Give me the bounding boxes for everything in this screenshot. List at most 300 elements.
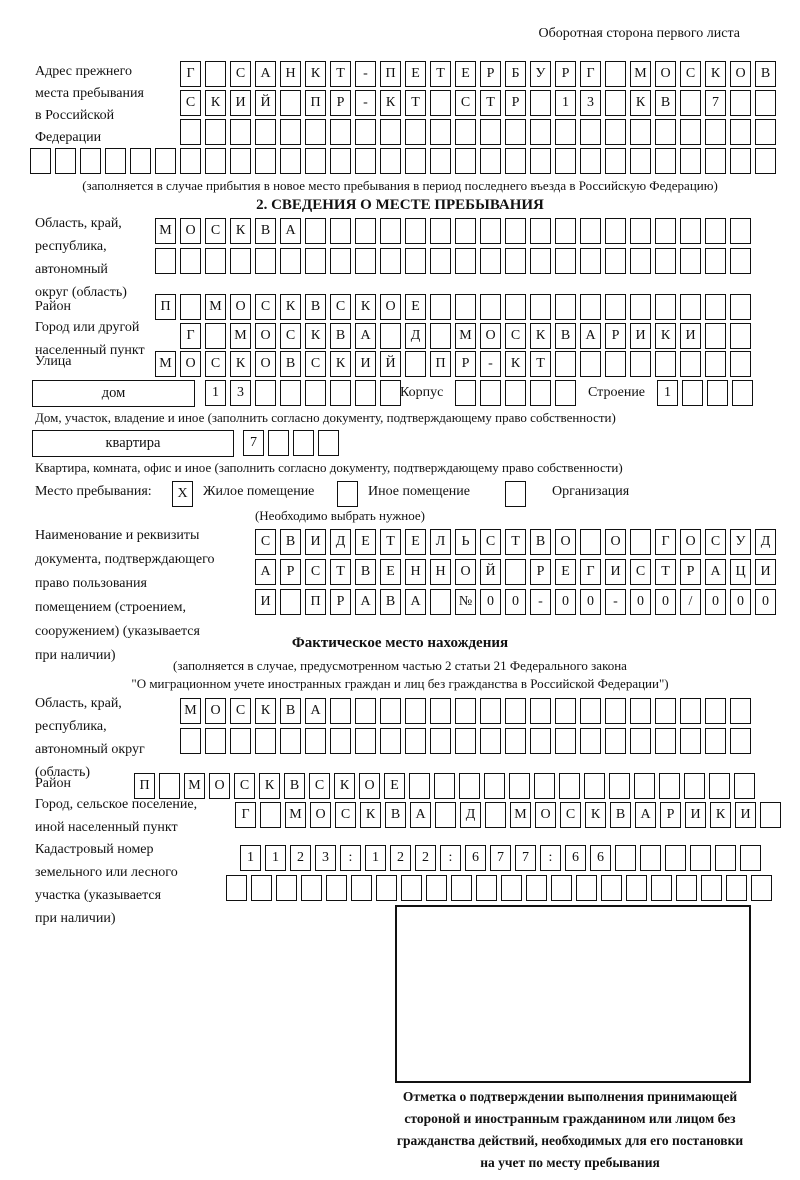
char-box[interactable]: Т bbox=[380, 529, 401, 555]
char-box[interactable]: С bbox=[180, 90, 201, 116]
char-box[interactable] bbox=[330, 148, 351, 174]
char-box[interactable] bbox=[480, 248, 501, 274]
char-box[interactable]: П bbox=[134, 773, 155, 799]
char-box[interactable] bbox=[555, 119, 576, 145]
char-box[interactable] bbox=[630, 351, 651, 377]
char-box[interactable] bbox=[551, 875, 572, 901]
char-box[interactable] bbox=[755, 148, 776, 174]
char-box[interactable]: С bbox=[505, 323, 526, 349]
char-box[interactable] bbox=[55, 148, 76, 174]
char-box[interactable] bbox=[634, 773, 655, 799]
char-box[interactable]: Й bbox=[380, 351, 401, 377]
char-box[interactable]: О bbox=[255, 351, 276, 377]
char-box[interactable]: Н bbox=[430, 559, 451, 585]
char-box[interactable]: 0 bbox=[480, 589, 501, 615]
char-box[interactable]: А bbox=[255, 559, 276, 585]
actual-region-boxes-row2[interactable] bbox=[180, 728, 751, 754]
char-box[interactable] bbox=[655, 248, 676, 274]
char-box[interactable] bbox=[509, 773, 530, 799]
char-box[interactable] bbox=[401, 875, 422, 901]
char-box[interactable]: М bbox=[155, 351, 176, 377]
char-box[interactable]: А bbox=[255, 61, 276, 87]
char-box[interactable]: К bbox=[205, 90, 226, 116]
char-box[interactable]: В bbox=[355, 559, 376, 585]
char-box[interactable]: Т bbox=[505, 529, 526, 555]
char-box[interactable] bbox=[665, 845, 686, 871]
char-box[interactable] bbox=[651, 875, 672, 901]
char-box[interactable] bbox=[505, 294, 526, 320]
char-box[interactable]: К bbox=[230, 351, 251, 377]
char-box[interactable]: В bbox=[530, 529, 551, 555]
char-box[interactable]: С bbox=[305, 351, 326, 377]
prev-address-boxes-row2[interactable] bbox=[180, 90, 776, 116]
char-box[interactable] bbox=[640, 845, 661, 871]
char-box[interactable] bbox=[405, 119, 426, 145]
char-box[interactable] bbox=[305, 148, 326, 174]
char-box[interactable] bbox=[230, 248, 251, 274]
char-box[interactable]: М bbox=[510, 802, 531, 828]
char-box[interactable] bbox=[405, 351, 426, 377]
char-box[interactable] bbox=[430, 148, 451, 174]
char-box[interactable] bbox=[584, 773, 605, 799]
char-box[interactable] bbox=[580, 148, 601, 174]
char-box[interactable] bbox=[434, 773, 455, 799]
char-box[interactable] bbox=[484, 773, 505, 799]
char-box[interactable] bbox=[605, 351, 626, 377]
char-box[interactable] bbox=[480, 698, 501, 724]
cadastre-boxes-row2[interactable] bbox=[226, 875, 772, 901]
char-box[interactable] bbox=[680, 294, 701, 320]
char-box[interactable] bbox=[280, 90, 301, 116]
char-box[interactable]: К bbox=[585, 802, 606, 828]
char-box[interactable]: С bbox=[630, 559, 651, 585]
char-box[interactable] bbox=[684, 773, 705, 799]
char-box[interactable] bbox=[255, 248, 276, 274]
char-box[interactable] bbox=[732, 380, 753, 406]
char-box[interactable] bbox=[555, 218, 576, 244]
char-box[interactable] bbox=[615, 845, 636, 871]
char-box[interactable]: 6 bbox=[465, 845, 486, 871]
doc-boxes-row1[interactable] bbox=[255, 529, 776, 555]
char-box[interactable] bbox=[530, 119, 551, 145]
char-box[interactable]: 7 bbox=[490, 845, 511, 871]
char-box[interactable] bbox=[180, 148, 201, 174]
char-box[interactable]: Р bbox=[330, 589, 351, 615]
char-box[interactable]: С bbox=[255, 529, 276, 555]
char-box[interactable] bbox=[576, 875, 597, 901]
char-box[interactable]: И bbox=[355, 351, 376, 377]
char-box[interactable]: О bbox=[605, 529, 626, 555]
char-box[interactable] bbox=[159, 773, 180, 799]
char-box[interactable]: 0 bbox=[755, 589, 776, 615]
char-box[interactable]: № bbox=[455, 589, 476, 615]
flat-boxes[interactable] bbox=[243, 430, 339, 456]
char-box[interactable] bbox=[351, 875, 372, 901]
char-box[interactable] bbox=[655, 294, 676, 320]
region-boxes-row1[interactable] bbox=[155, 218, 751, 244]
char-box[interactable]: О bbox=[205, 698, 226, 724]
char-box[interactable]: И bbox=[630, 323, 651, 349]
char-box[interactable] bbox=[30, 148, 51, 174]
char-box[interactable] bbox=[505, 698, 526, 724]
char-box[interactable]: О bbox=[455, 559, 476, 585]
actual-region-boxes-row1[interactable] bbox=[180, 698, 751, 724]
char-box[interactable]: В bbox=[655, 90, 676, 116]
char-box[interactable] bbox=[555, 351, 576, 377]
char-box[interactable]: Е bbox=[355, 529, 376, 555]
char-box[interactable] bbox=[530, 90, 551, 116]
char-box[interactable] bbox=[605, 294, 626, 320]
char-box[interactable] bbox=[605, 248, 626, 274]
char-box[interactable]: П bbox=[380, 61, 401, 87]
char-box[interactable] bbox=[605, 698, 626, 724]
char-box[interactable] bbox=[630, 728, 651, 754]
char-box[interactable] bbox=[305, 380, 326, 406]
char-box[interactable] bbox=[730, 218, 751, 244]
doc-boxes-row2[interactable] bbox=[255, 559, 776, 585]
char-box[interactable]: О bbox=[209, 773, 230, 799]
char-box[interactable] bbox=[455, 119, 476, 145]
char-box[interactable]: И bbox=[685, 802, 706, 828]
char-box[interactable]: О bbox=[555, 529, 576, 555]
char-box[interactable]: М bbox=[630, 61, 651, 87]
char-box[interactable] bbox=[276, 875, 297, 901]
char-box[interactable] bbox=[305, 218, 326, 244]
char-box[interactable] bbox=[355, 248, 376, 274]
char-box[interactable] bbox=[330, 248, 351, 274]
char-box[interactable] bbox=[330, 218, 351, 244]
char-box[interactable] bbox=[730, 728, 751, 754]
char-box[interactable]: Е bbox=[555, 559, 576, 585]
char-box[interactable] bbox=[555, 248, 576, 274]
char-box[interactable] bbox=[380, 323, 401, 349]
char-box[interactable]: 1 bbox=[555, 90, 576, 116]
char-box[interactable] bbox=[280, 248, 301, 274]
char-box[interactable] bbox=[268, 430, 289, 456]
char-box[interactable]: Г bbox=[180, 61, 201, 87]
char-box[interactable] bbox=[530, 218, 551, 244]
char-box[interactable]: С bbox=[705, 529, 726, 555]
char-box[interactable]: Д bbox=[330, 529, 351, 555]
char-box[interactable]: : bbox=[440, 845, 461, 871]
checkbox-residential[interactable]: X bbox=[172, 481, 193, 507]
char-box[interactable]: С bbox=[305, 559, 326, 585]
char-box[interactable] bbox=[707, 380, 728, 406]
char-box[interactable] bbox=[705, 323, 726, 349]
char-box[interactable]: А bbox=[355, 589, 376, 615]
char-box[interactable] bbox=[205, 61, 226, 87]
char-box[interactable] bbox=[476, 875, 497, 901]
char-box[interactable] bbox=[559, 773, 580, 799]
char-box[interactable]: С bbox=[335, 802, 356, 828]
char-box[interactable] bbox=[580, 728, 601, 754]
char-box[interactable]: Е bbox=[405, 61, 426, 87]
char-box[interactable] bbox=[730, 323, 751, 349]
char-box[interactable] bbox=[330, 119, 351, 145]
char-box[interactable] bbox=[655, 119, 676, 145]
char-box[interactable]: К bbox=[360, 802, 381, 828]
char-box[interactable] bbox=[230, 728, 251, 754]
char-box[interactable]: Р bbox=[660, 802, 681, 828]
char-box[interactable] bbox=[251, 875, 272, 901]
char-box[interactable] bbox=[409, 773, 430, 799]
char-box[interactable]: М bbox=[285, 802, 306, 828]
char-box[interactable]: С bbox=[680, 61, 701, 87]
char-box[interactable]: О bbox=[380, 294, 401, 320]
char-box[interactable]: А bbox=[635, 802, 656, 828]
char-box[interactable]: А bbox=[405, 589, 426, 615]
char-box[interactable] bbox=[755, 119, 776, 145]
char-box[interactable] bbox=[355, 698, 376, 724]
char-box[interactable]: 1 bbox=[240, 845, 261, 871]
char-box[interactable] bbox=[505, 380, 526, 406]
stroenie-boxes[interactable] bbox=[657, 380, 753, 406]
char-box[interactable]: К bbox=[255, 698, 276, 724]
char-box[interactable] bbox=[605, 148, 626, 174]
char-box[interactable] bbox=[280, 119, 301, 145]
char-box[interactable] bbox=[580, 248, 601, 274]
char-box[interactable]: Л bbox=[430, 529, 451, 555]
char-box[interactable]: М bbox=[155, 218, 176, 244]
char-box[interactable]: К bbox=[230, 218, 251, 244]
char-box[interactable] bbox=[155, 248, 176, 274]
char-box[interactable] bbox=[605, 119, 626, 145]
char-box[interactable] bbox=[318, 430, 339, 456]
char-box[interactable]: 3 bbox=[230, 380, 251, 406]
char-box[interactable] bbox=[730, 90, 751, 116]
char-box[interactable]: С bbox=[455, 90, 476, 116]
char-box[interactable]: 1 bbox=[365, 845, 386, 871]
char-box[interactable] bbox=[230, 119, 251, 145]
char-box[interactable] bbox=[330, 698, 351, 724]
char-box[interactable]: П bbox=[155, 294, 176, 320]
char-box[interactable] bbox=[626, 875, 647, 901]
char-box[interactable] bbox=[555, 294, 576, 320]
char-box[interactable]: К bbox=[305, 61, 326, 87]
char-box[interactable]: И bbox=[605, 559, 626, 585]
char-box[interactable]: 1 bbox=[205, 380, 226, 406]
char-box[interactable]: Т bbox=[480, 90, 501, 116]
char-box[interactable]: С bbox=[205, 351, 226, 377]
char-box[interactable] bbox=[505, 218, 526, 244]
char-box[interactable]: О bbox=[480, 323, 501, 349]
char-box[interactable] bbox=[630, 529, 651, 555]
char-box[interactable] bbox=[630, 148, 651, 174]
char-box[interactable] bbox=[730, 248, 751, 274]
char-box[interactable] bbox=[80, 148, 101, 174]
actual-city-boxes[interactable] bbox=[235, 802, 781, 828]
char-box[interactable] bbox=[280, 589, 301, 615]
char-box[interactable] bbox=[505, 728, 526, 754]
char-box[interactable] bbox=[226, 875, 247, 901]
char-box[interactable] bbox=[455, 294, 476, 320]
char-box[interactable] bbox=[555, 148, 576, 174]
char-box[interactable] bbox=[605, 728, 626, 754]
char-box[interactable]: 3 bbox=[580, 90, 601, 116]
char-box[interactable]: 0 bbox=[630, 589, 651, 615]
char-box[interactable] bbox=[580, 218, 601, 244]
char-box[interactable]: 0 bbox=[580, 589, 601, 615]
char-box[interactable] bbox=[715, 845, 736, 871]
char-box[interactable] bbox=[705, 351, 726, 377]
char-box[interactable] bbox=[555, 380, 576, 406]
char-box[interactable]: О bbox=[230, 294, 251, 320]
char-box[interactable]: С bbox=[309, 773, 330, 799]
char-box[interactable]: Р bbox=[605, 323, 626, 349]
char-box[interactable]: Н bbox=[280, 61, 301, 87]
char-box[interactable] bbox=[530, 248, 551, 274]
char-box[interactable]: Р bbox=[530, 559, 551, 585]
char-box[interactable] bbox=[380, 119, 401, 145]
char-box[interactable]: 0 bbox=[655, 589, 676, 615]
char-box[interactable]: 0 bbox=[555, 589, 576, 615]
char-box[interactable] bbox=[676, 875, 697, 901]
char-box[interactable] bbox=[580, 119, 601, 145]
char-box[interactable] bbox=[430, 698, 451, 724]
korpus-boxes[interactable] bbox=[455, 380, 576, 406]
char-box[interactable] bbox=[305, 728, 326, 754]
char-box[interactable] bbox=[705, 248, 726, 274]
char-box[interactable]: 0 bbox=[705, 589, 726, 615]
char-box[interactable] bbox=[480, 119, 501, 145]
char-box[interactable]: Р bbox=[680, 559, 701, 585]
char-box[interactable] bbox=[505, 148, 526, 174]
char-box[interactable]: Е bbox=[384, 773, 405, 799]
char-box[interactable]: Ц bbox=[730, 559, 751, 585]
house-boxes[interactable] bbox=[205, 380, 401, 406]
char-box[interactable] bbox=[580, 698, 601, 724]
char-box[interactable] bbox=[455, 698, 476, 724]
char-box[interactable]: Г bbox=[235, 802, 256, 828]
char-box[interactable]: 2 bbox=[390, 845, 411, 871]
char-box[interactable] bbox=[601, 875, 622, 901]
char-box[interactable] bbox=[659, 773, 680, 799]
char-box[interactable]: К bbox=[305, 323, 326, 349]
char-box[interactable] bbox=[426, 875, 447, 901]
char-box[interactable]: Е bbox=[405, 529, 426, 555]
char-box[interactable] bbox=[180, 728, 201, 754]
char-box[interactable]: 7 bbox=[515, 845, 536, 871]
char-box[interactable]: Т bbox=[530, 351, 551, 377]
char-box[interactable] bbox=[380, 248, 401, 274]
char-box[interactable]: Г bbox=[580, 559, 601, 585]
char-box[interactable] bbox=[305, 248, 326, 274]
char-box[interactable]: Р bbox=[555, 61, 576, 87]
char-box[interactable]: Е bbox=[405, 294, 426, 320]
char-box[interactable] bbox=[605, 90, 626, 116]
char-box[interactable] bbox=[701, 875, 722, 901]
char-box[interactable] bbox=[705, 148, 726, 174]
char-box[interactable]: К bbox=[380, 90, 401, 116]
char-box[interactable] bbox=[755, 90, 776, 116]
char-box[interactable] bbox=[330, 728, 351, 754]
char-box[interactable] bbox=[690, 845, 711, 871]
char-box[interactable]: К bbox=[710, 802, 731, 828]
char-box[interactable] bbox=[655, 728, 676, 754]
char-box[interactable] bbox=[255, 119, 276, 145]
district-boxes[interactable] bbox=[155, 294, 751, 320]
char-box[interactable] bbox=[580, 351, 601, 377]
char-box[interactable] bbox=[480, 218, 501, 244]
char-box[interactable] bbox=[180, 248, 201, 274]
char-box[interactable] bbox=[682, 380, 703, 406]
char-box[interactable] bbox=[301, 875, 322, 901]
char-box[interactable]: Д bbox=[405, 323, 426, 349]
char-box[interactable] bbox=[180, 119, 201, 145]
char-box[interactable] bbox=[655, 148, 676, 174]
char-box[interactable]: / bbox=[680, 589, 701, 615]
char-box[interactable]: А bbox=[410, 802, 431, 828]
char-box[interactable]: 6 bbox=[565, 845, 586, 871]
char-box[interactable] bbox=[680, 248, 701, 274]
char-box[interactable] bbox=[355, 148, 376, 174]
char-box[interactable]: О bbox=[310, 802, 331, 828]
char-box[interactable]: Е bbox=[455, 61, 476, 87]
char-box[interactable] bbox=[260, 802, 281, 828]
char-box[interactable] bbox=[505, 559, 526, 585]
char-box[interactable] bbox=[355, 119, 376, 145]
char-box[interactable]: О bbox=[655, 61, 676, 87]
char-box[interactable] bbox=[480, 148, 501, 174]
char-box[interactable]: В bbox=[385, 802, 406, 828]
char-box[interactable]: У bbox=[730, 529, 751, 555]
char-box[interactable]: А bbox=[705, 559, 726, 585]
char-box[interactable] bbox=[205, 728, 226, 754]
char-box[interactable]: П bbox=[430, 351, 451, 377]
char-box[interactable] bbox=[751, 875, 772, 901]
city-boxes[interactable] bbox=[180, 323, 751, 349]
char-box[interactable] bbox=[180, 294, 201, 320]
char-box[interactable]: Б bbox=[505, 61, 526, 87]
char-box[interactable] bbox=[430, 589, 451, 615]
doc-boxes-row3[interactable] bbox=[255, 589, 776, 615]
char-box[interactable] bbox=[680, 148, 701, 174]
char-box[interactable]: В bbox=[330, 323, 351, 349]
char-box[interactable]: - bbox=[355, 90, 376, 116]
char-box[interactable]: А bbox=[280, 218, 301, 244]
char-box[interactable] bbox=[680, 728, 701, 754]
char-box[interactable]: Р bbox=[480, 61, 501, 87]
char-box[interactable] bbox=[680, 698, 701, 724]
char-box[interactable] bbox=[430, 218, 451, 244]
char-box[interactable]: Д bbox=[755, 529, 776, 555]
char-box[interactable]: И bbox=[230, 90, 251, 116]
char-box[interactable]: П bbox=[305, 90, 326, 116]
char-box[interactable]: К bbox=[259, 773, 280, 799]
char-box[interactable] bbox=[205, 119, 226, 145]
char-box[interactable] bbox=[430, 294, 451, 320]
char-box[interactable] bbox=[501, 875, 522, 901]
char-box[interactable] bbox=[605, 61, 626, 87]
char-box[interactable] bbox=[430, 248, 451, 274]
char-box[interactable]: О bbox=[180, 351, 201, 377]
char-box[interactable] bbox=[705, 119, 726, 145]
char-box[interactable]: Ь bbox=[455, 529, 476, 555]
char-box[interactable]: 0 bbox=[505, 589, 526, 615]
char-box[interactable] bbox=[205, 248, 226, 274]
char-box[interactable]: А bbox=[580, 323, 601, 349]
char-box[interactable] bbox=[205, 148, 226, 174]
char-box[interactable]: Т bbox=[655, 559, 676, 585]
char-box[interactable]: В bbox=[284, 773, 305, 799]
char-box[interactable]: Н bbox=[405, 559, 426, 585]
char-box[interactable] bbox=[505, 119, 526, 145]
actual-district-boxes[interactable] bbox=[134, 773, 755, 799]
char-box[interactable] bbox=[734, 773, 755, 799]
char-box[interactable]: - bbox=[355, 61, 376, 87]
char-box[interactable]: О bbox=[359, 773, 380, 799]
char-box[interactable]: А bbox=[305, 698, 326, 724]
